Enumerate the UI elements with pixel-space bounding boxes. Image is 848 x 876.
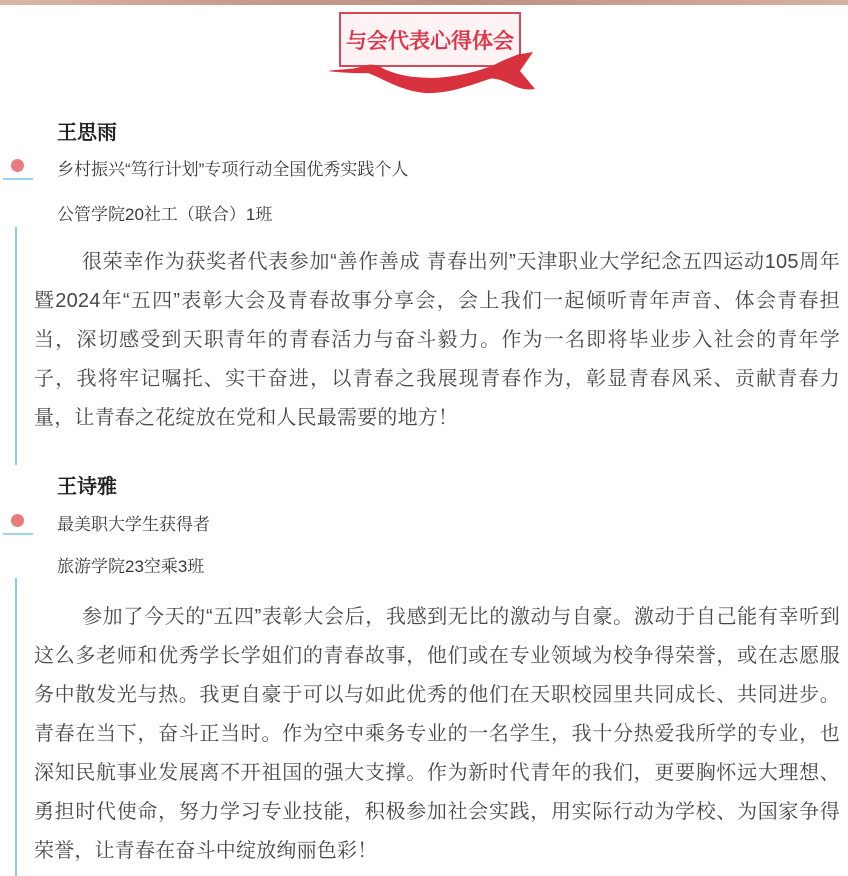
representative-name: 王诗雅 [57,476,117,498]
class-info: 公管学院20社工（联合）1班 [57,205,273,224]
testimonial-text: 很荣幸作为获奖者代表参加“善作善成 青春出列”天津职业大学纪念五四运动105周年暨2024年“五四”表彰大会及青春故事分享会，会上我们一起倾听青年声音、体会青春担当，深切感受到天职青年的青春活力与奋斗毅力。作为一名即将毕业步入社会的青年学子，我将牢记嘱托、实干奋进，以青春之我展现青春作为，彰显青春风采、贡献青春力量，让青春之花绽放在党和人民最需要的地方！ [34,251,840,429]
testimonial-text: 参加了今天的“五四”表彰大会后，我感到无比的激动与自豪。激动于自己能有幸听到这么多老师和优秀学长学姐们的青春故事，他们或在专业领域为校争得荣誉，或在志愿服务中散发光与热。我更自豪于可以与如此优秀的他们在天职校园里共同成长、共同进步。青春在当下，奋斗正当时。作为空中乘务专业的一名学生，我十分热爱我所学的专业，也深知民航事业发展离不开祖国的强大支撑。作为新时代青年的我们，更要胸怀远大理想、勇担时代使命，努力学习专业技能，积极参加社会实践，用实际行动为学校、为国家争得荣誉，让青春在奋斗中绽放绚丽色彩！ [34,606,840,862]
bullet-underline [3,178,33,180]
banner-title: 与会代表心得体会 [346,29,514,53]
top-decorative-band [0,0,848,5]
bullet-underline [3,533,33,535]
award-title: 乡村振兴“笃行计划”专项行动全国优秀实践个人 [57,160,409,179]
section-accent-line [15,578,17,876]
award-title: 最美职大学生获得者 [57,515,210,534]
class-info: 旅游学院23空乘3班 [57,557,205,576]
representative-name: 王思雨 [57,122,117,144]
bullet-dot-icon [11,514,24,527]
section-accent-line [15,227,17,465]
ribbon-icon [326,50,538,96]
bullet-dot-icon [11,159,24,172]
